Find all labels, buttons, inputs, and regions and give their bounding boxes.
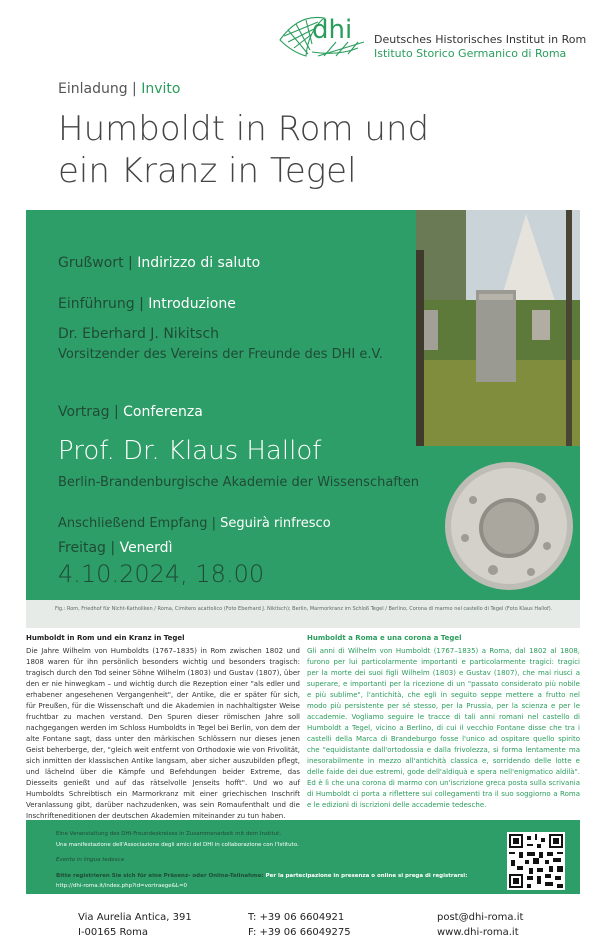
invite-de: Einladung <box>58 81 128 97</box>
greeting-de: Grußwort <box>58 255 124 271</box>
intro-line <box>58 296 236 312</box>
page-title: Humboldt in Rom und ein Kranz in Tegel <box>58 109 430 191</box>
invite-it: Invito <box>141 81 181 97</box>
it-column-title: Humboldt a Roma e una corona a Tegel <box>307 634 462 642</box>
caption-band <box>26 600 580 628</box>
cemetery-photo <box>416 210 580 446</box>
invite-sep: | <box>127 81 142 97</box>
logo-wordmark: dhi <box>312 15 353 45</box>
website-link[interactable]: www.dhi-roma.it <box>437 927 519 938</box>
address-street: Via Aurelia Antica, 391 <box>78 912 192 923</box>
institute-name-it: Istituto Storico Germanico di Roma <box>374 47 567 60</box>
qr-code-graphic <box>507 832 565 890</box>
header <box>0 0 604 70</box>
registration-line <box>56 873 467 879</box>
reception-de: Anschließend Empfang <box>58 516 208 531</box>
event-language: Evento in lingua tedesca <box>56 857 124 863</box>
intro-speaker-role: Vorsitzender des Vereins der Freunde des DHI e.V. <box>58 347 383 362</box>
organizer-de: Eine Veranstaltung des DHI-Freundeskreises in Zusammenarbeit mit dem Institut. <box>56 831 282 837</box>
organizer-it: Una manifestazione dell'Associazione degli amici del DHI in collaborazione con l'Istituto. <box>56 842 299 848</box>
register-it: Per la partecipazione in presenza o online si prega di registrarsi: <box>265 873 468 879</box>
de-column-title: Humboldt in Rom und ein Kranz in Tegel <box>26 634 185 642</box>
register-de: Bitte registrieren Sie sich für eine Präsenz- oder Online-Teilnahme: <box>56 873 264 879</box>
speaker-affiliation: Berlin-Brandenburgische Akademie der Wissenschaften <box>58 475 419 490</box>
talk-de: Vortrag <box>58 404 110 420</box>
intro-speaker-name: Dr. Eberhard J. Nikitsch <box>58 326 220 342</box>
cemetery-photo-image <box>416 210 580 446</box>
day-it: Venerdì <box>119 540 173 556</box>
talk-it: Conferenza <box>123 404 203 420</box>
registration-link[interactable]: http://dhi-roma.it/index.php?id=vortraege&L=0 <box>56 883 188 889</box>
greeting-it: Indirizzo di saluto <box>137 255 261 271</box>
fax-number: F: +39 06 66049275 <box>248 927 351 938</box>
marble-wreath-image <box>443 460 575 592</box>
day-sep: | <box>105 540 120 556</box>
invite-label <box>58 81 180 97</box>
talk-sep: | <box>109 404 124 420</box>
photo-caption: Fig.: Rom, Friedhof für Nicht-Katholiken / Roma, Cimitero acattolico (Foto Eberhard J. Nikitsch); Berlin, Marmorkranz im Schloß Tegel / Berlino, Corona di marmo nel castello di Tegel (Foto Klaus Hallof). <box>55 606 553 612</box>
marble-wreath-photo <box>443 460 575 592</box>
it-column-body: Gli anni di Wilhelm von Humboldt (1767–1835) a Roma, dal 1802 al 1808, furono per lui particolarmente importanti e particolarmente tragici: tragici per la morte dei suoi figli Wilhelm (1803) e Gustav (1807), che mai riuscì a superare, e importanti per la ricezione di un "passato considerato più nobile e più sublime", l'antichità, che egli in seguito seppe mettere a frutto nel modo più persistente per sé stesso, per la Prussia, per la scienza e per le accademie. Vogliamo seguire le tracce di tali anni romani nel castello di Humboldt a Tegel, vicino a Berlino, di cui il vecchio Fontane disse che tra i castelli della Marca di Brandeburgo fosse l'unico ad ospitare quello spirito che "equidistante dall'ortodossia e dalla frivolezza, si forma lentamente ma inesorabilmente in mezzo all'antichità classica e, sorridendo delle lotte e delle faide dei due estremi, gode dell'aldiquà e spera nell'enigmatico aldilà". Ed è lì che una corona di marmo con un'iscrizione greca posta sulla scrivania di Humboldt ci porta a riflettere sui collegamenti tra il suo soggiorno a Roma e le edizioni di iscrizioni delle accademie tedesche. <box>307 647 580 809</box>
greeting-sep: | <box>123 255 138 271</box>
qr-code-icon[interactable] <box>507 832 565 890</box>
reception-line <box>58 516 331 531</box>
greeting-line <box>58 255 260 271</box>
reception-it: Seguirà rinfresco <box>220 516 331 531</box>
day-de: Freitag <box>58 540 106 556</box>
speaker-name: Prof. Dr. Klaus Hallof <box>58 436 322 466</box>
reception-sep: | <box>207 516 221 531</box>
intro-sep: | <box>134 296 149 312</box>
intro-it: Introduzione <box>148 296 236 312</box>
institute-name-de: Deutsches Historisches Institut in Rom <box>374 33 587 46</box>
email-link[interactable]: post@dhi-roma.it <box>437 912 524 923</box>
de-column-body: Die Jahre Wilhelm von Humboldts (1767–1835) in Rom zwischen 1802 und 1808 waren für ihn persönlich besonders wichtig und besonders tragisch: tragisch durch den Tod seiner Söhne Wilhelm (1803) und Gustav (1807), über den er nie hinwegkam – und wichtig durch die Rezeption einer "als edler und erhabener angesehenen Vergangenheit", der Antike, die er später für sich, für Preußen, für die Wissenschaft und die Akademien in nachhaltigster Weise fruchtbar zu machen verstand. Den Spuren dieser römischen Jahre soll nachgegangen werden im Schloss Humboldts in Tegel bei Berlin, von dem der alte Fontane sagt, dass unter den märkischen Schlössern nur dieses jenen Geist beherberge, der, "gleich weit entfernt von Orthodoxie wie von Frivolität, sich inmitten der klassischen Antike langsam, aber sicher auszubilden pflegt, und lächelnd über die Kämpfe und Befehdungen beider Extreme, das Diesseits genießt und auf das rätselvolle Jenseits hofft". Und wo auf Humboldts Schreibtisch ein Marmorkranz mit einer griechischen Inschrift Veranlassung gibt, darüber nachzudenken, was sein Romaufenthalt und die Inschrifteneditionen der deutschen Akademien miteinander zu tun haben. <box>26 647 300 820</box>
talk-line <box>58 404 203 420</box>
event-datetime: 4.10.2024, 18.00 <box>58 560 265 588</box>
day-line <box>58 540 172 556</box>
address-city: I-00165 Roma <box>78 927 149 938</box>
intro-de: Einführung <box>58 296 135 312</box>
phone-number[interactable]: T: +39 06 6604921 <box>248 912 345 923</box>
